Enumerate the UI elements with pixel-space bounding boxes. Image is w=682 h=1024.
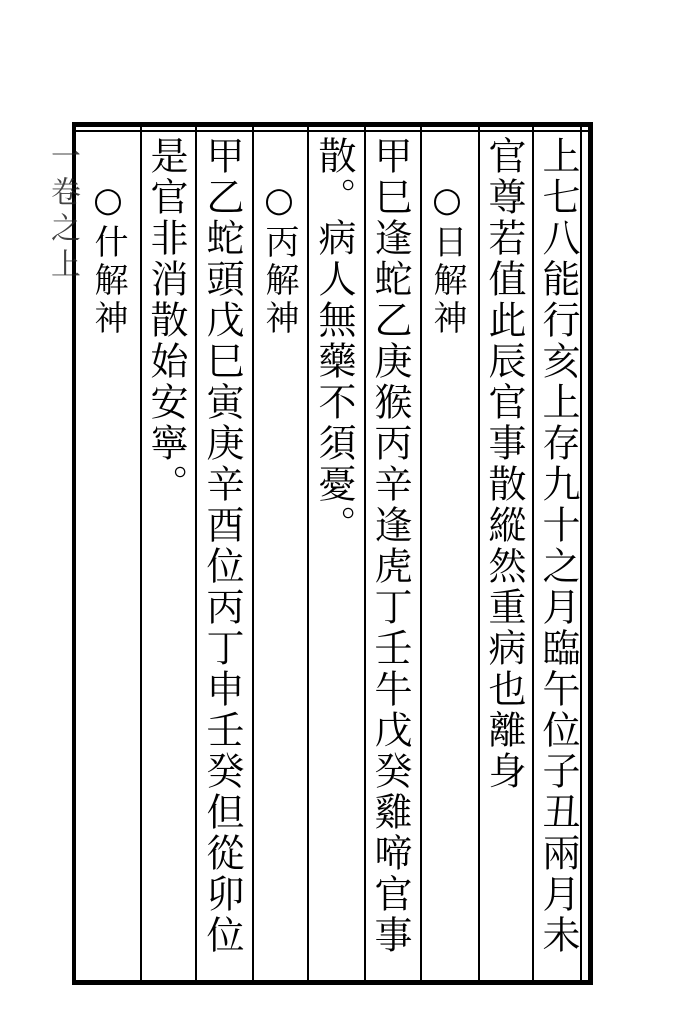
column-divider xyxy=(478,127,480,982)
fore-edge-label: 一卷之上 xyxy=(45,140,80,284)
top-border xyxy=(72,122,592,127)
column-divider xyxy=(364,127,366,982)
section-heading-sun-relief: ○日解神 xyxy=(427,180,467,338)
text-column-5: 散。病人無藥不須憂。 xyxy=(312,136,356,546)
right-border-inner xyxy=(580,122,582,985)
top-border-inner xyxy=(72,130,592,132)
bottom-border xyxy=(72,980,592,985)
text-column-8: 是官非消散始安寧。 xyxy=(144,136,188,505)
column-divider xyxy=(140,127,142,982)
text-column-2: 官尊若值此辰官事散縱然重病也離身 xyxy=(482,136,526,792)
column-divider xyxy=(532,127,534,982)
text-column-7: 甲乙蛇頭戊巳寅庚辛酉位丙丁申壬癸但從卯位 xyxy=(200,136,244,956)
column-divider xyxy=(252,127,254,982)
section-heading-shi-relief: ○什解神 xyxy=(88,180,128,338)
column-divider xyxy=(420,127,422,982)
right-border xyxy=(588,122,593,985)
text-column-1: 上七八能行亥上存九十之月臨午位子丑兩月未 xyxy=(536,136,580,956)
column-divider xyxy=(195,127,197,982)
column-divider xyxy=(307,127,309,982)
text-column-4: 甲巳逢蛇乙庚猴丙辛逢虎丁壬牛戊癸雞啼官事 xyxy=(368,136,412,956)
section-heading-bing-relief: ○丙解神 xyxy=(259,180,299,338)
